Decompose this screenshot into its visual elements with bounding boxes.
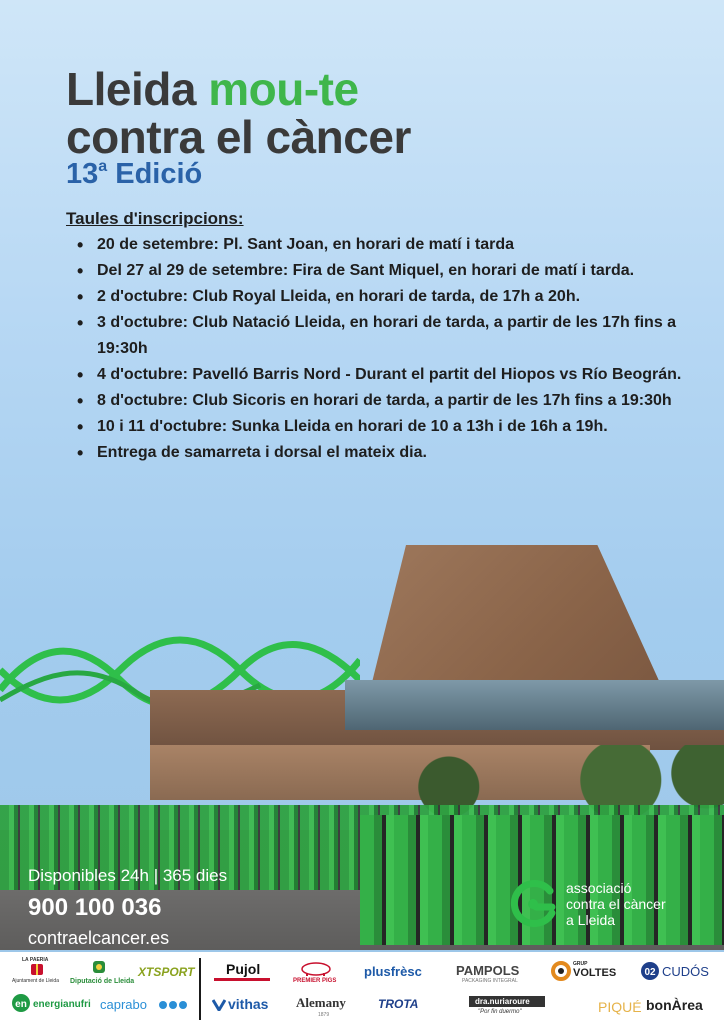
bonarea-logo: bonÀrea [646,997,703,1013]
diputacio-logo: Diputació de Lleida [70,978,135,985]
title-lleida: Lleida [66,63,209,115]
xtsport-logo: XTSPORT [138,965,195,979]
schedule-item: • 8 d'octubre: Club Sicoris en horari de tarda, a partir de les 17h fins a 19:30h [75,388,690,414]
building-glass-band [345,680,724,730]
association-logo-block [506,877,666,931]
website-link[interactable]: contraelcancer.es [28,928,170,948]
schedule-heading: Taules d'inscripcions: [66,209,244,228]
edition-superscript: a [98,158,108,175]
plusfresc-logo: plusfrèsc [364,964,422,979]
association-line3: a Lleida [566,912,616,928]
paeria-shield-icon [30,964,44,976]
association-line1: associació [566,880,632,896]
trota-logo: TROTA [378,997,419,1011]
schedule-item: • 3 d'octubre: Club Natació Lleida, en horari de tarda, a partir de les 17h fins a 19:30h [75,310,690,362]
schedule-item: • 4 d'octubre: Pavelló Barris Nord - Durant el partit del Hiopos vs Río Beográn. [75,362,690,388]
pampols-logo: PAMPOLS [456,963,520,978]
pampols-subtitle: PACKAGING INTEGRAL [462,978,518,984]
schedule-item: • Del 27 al 29 de setembre: Fira de Sant Miquel, en horari de matí i tarda. [75,258,690,284]
grup-label: GRUP [573,961,588,967]
association-line2: contra el càncer [566,896,666,912]
sponsors-bar [0,952,724,1024]
schedule-item: • 10 i 11 d'octubre: Sunka Lleida en horari de 10 a 13h i de 16h a 19h. [75,414,690,440]
association-logo-icon [506,877,560,931]
schedule-item: • 2 d'octubre: Club Royal Lleida, en horari de tarda, de 17h a 20h. [75,284,690,310]
vithas-icon [212,997,226,1011]
cudos-logo: CUDÓS [662,964,709,979]
grup-voltes-icon [551,961,571,981]
contact-block [28,866,227,949]
svg-text:02: 02 [644,967,656,978]
title-mou-te: mou-te [208,63,359,115]
caprabo-dots-icon [158,1000,188,1010]
caprabo-logo: caprabo [100,997,147,1012]
svg-text:en: en [15,999,27,1010]
availability-text: Disponibles 24h | 365 dies [28,866,228,885]
energia-nufri-logo: energianufri [33,999,91,1010]
paeria-logo-top: LA PAERIA [22,957,49,963]
schedule-list [75,232,690,466]
pique-logo: PIQUÉ [598,999,642,1015]
diputacio-crest-icon [92,960,106,974]
voltes-logo: VOLTES [573,967,617,979]
pujol-logo: Pujol [226,961,261,977]
paeria-logo-bottom: Ajuntament de Lleida [12,978,59,984]
alemany-logo: Alemany [296,995,346,1010]
phone-number[interactable]: 900 100 036 [28,894,162,921]
title-line2: contra el càncer [66,111,411,163]
edition-word: Edició [107,158,203,190]
nuria-roure-tagline: "Por fin duermo" [478,1009,522,1015]
event-title [66,63,411,163]
vithas-logo: vithas [228,996,269,1012]
cudos-icon [640,961,660,981]
schedule-item: • Entrega de samarreta i dorsal el mateix dia. [75,440,690,466]
pujol-underline [214,978,270,981]
schedule-item: • 20 de setembre: Pl. Sant Joan, en horari de matí i tarda [75,232,690,258]
nuria-roure-logo: dra.nuriaroure [475,997,530,1006]
alemany-year: 1879 [318,1012,330,1018]
energia-nufri-icon [12,994,30,1012]
premier-pigs-logo: PREMIER PIGS [293,978,337,984]
edition-number: 13 [66,158,99,190]
sponsor-divider [199,958,201,1020]
premier-pig-icon [298,960,334,976]
edition-label [66,158,202,191]
